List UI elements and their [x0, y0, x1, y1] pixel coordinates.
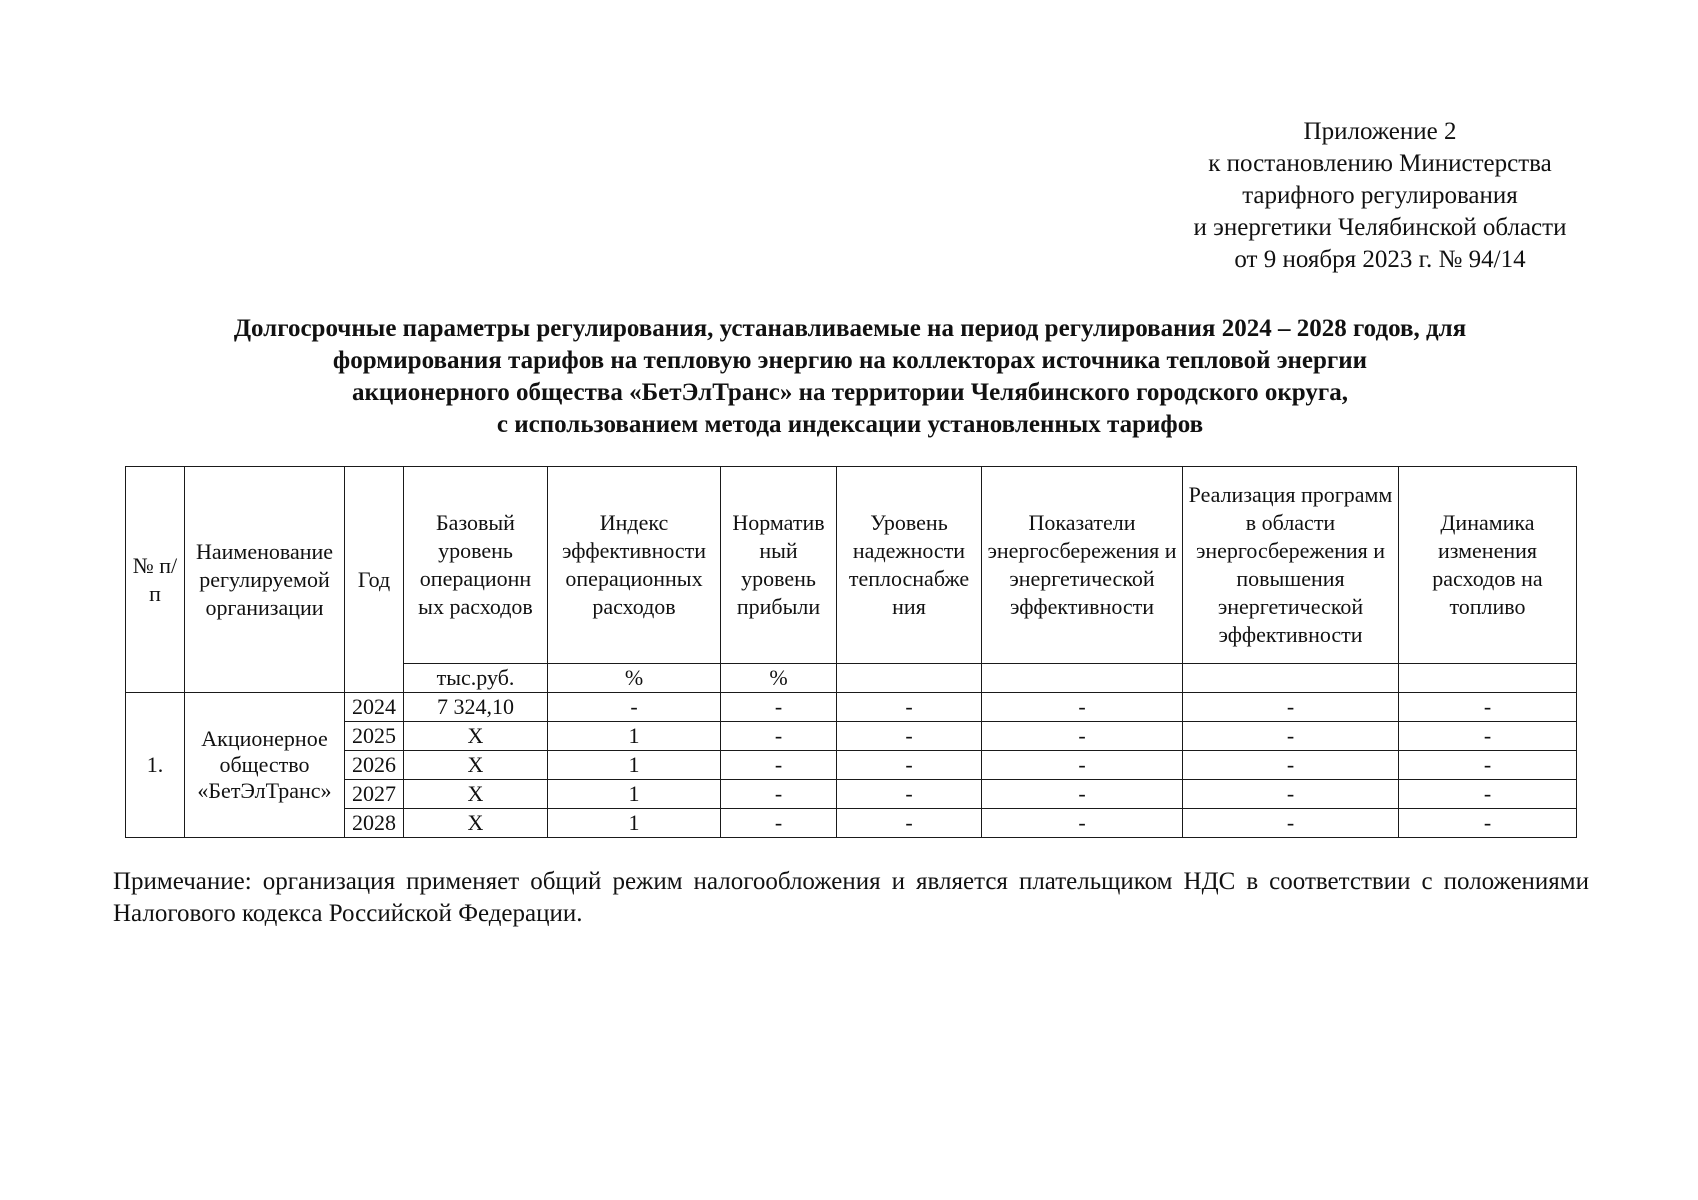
cell-programs: -: [1183, 693, 1399, 722]
cell-base: 7 324,10: [404, 693, 548, 722]
cell-year: 2027: [345, 780, 404, 809]
cell-profit: -: [721, 780, 837, 809]
cell-reliability: -: [837, 722, 982, 751]
title-line: с использованием метода индексации установленных тарифов: [496, 411, 1204, 438]
cell-year: 2025: [345, 722, 404, 751]
cell-index: 1: [548, 780, 721, 809]
unit-programs: [1183, 664, 1399, 693]
header-reliability: Уровень надежности теплоснабже ния: [837, 467, 982, 664]
title-line: акционерного общества «БетЭлТранс» на территории Челябинского городского округа,: [352, 379, 1348, 406]
appendix-block: [1140, 116, 1620, 276]
org-name: Акционерное общество «БетЭлТранс»: [185, 693, 345, 838]
cell-index: 1: [548, 722, 721, 751]
unit-profit: %: [721, 664, 837, 693]
unit-fuel: [1399, 664, 1577, 693]
table-row: [126, 693, 1577, 722]
cell-programs: -: [1183, 809, 1399, 838]
cell-year: 2024: [345, 693, 404, 722]
header-index: Индекс эффективности операционных расходов: [548, 467, 721, 664]
title-line: Долгосрочные параметры регулирования, устанавливаемые на период регулирования 2024 – 2028 годов, для: [233, 315, 1467, 342]
header-org: Наименование регулируемой организации: [185, 467, 345, 693]
cell-energy-indicators: -: [982, 693, 1183, 722]
cell-profit: -: [721, 722, 837, 751]
cell-profit: -: [721, 693, 837, 722]
cell-index: 1: [548, 751, 721, 780]
cell-base: Х: [404, 751, 548, 780]
cell-programs: -: [1183, 722, 1399, 751]
header-base: Базовый уровень операционн ых расходов: [404, 467, 548, 664]
cell-reliability: -: [837, 751, 982, 780]
cell-index: 1: [548, 809, 721, 838]
header-programs: Реализация программ в области энергосбережения и повышения энергетической эффективности: [1183, 467, 1399, 664]
cell-year: 2028: [345, 809, 404, 838]
cell-base: Х: [404, 809, 548, 838]
header-num: № п/п: [126, 467, 185, 693]
cell-energy-indicators: -: [982, 809, 1183, 838]
title-line: формирования тарифов на тепловую энергию на коллекторах источника тепловой энергии: [332, 347, 1368, 374]
appendix-line: от 9 ноября 2023 г. № 94/14: [1234, 246, 1526, 273]
cell-fuel: -: [1399, 780, 1577, 809]
cell-energy-indicators: -: [982, 751, 1183, 780]
header-fuel: Динамика изменения расходов на топливо: [1399, 467, 1577, 664]
unit-energy-indicators: [982, 664, 1183, 693]
cell-fuel: -: [1399, 722, 1577, 751]
cell-programs: -: [1183, 751, 1399, 780]
cell-fuel: -: [1399, 751, 1577, 780]
cell-profit: -: [721, 809, 837, 838]
cell-reliability: -: [837, 780, 982, 809]
header-profit: Норматив ный уровень прибыли: [721, 467, 837, 664]
parameters-table: [125, 466, 1577, 838]
appendix-line: Приложение 2: [1303, 118, 1457, 145]
unit-index: %: [548, 664, 721, 693]
cell-fuel: -: [1399, 809, 1577, 838]
appendix-line: и энергетики Челябинской области: [1193, 214, 1567, 241]
note-paragraph: Примечание: организация применяет общий режим налогообложения и является плательщиком НДС в соответствии с положениями Налогового кодекса Российской Федерации.: [113, 868, 1589, 927]
cell-reliability: -: [837, 693, 982, 722]
cell-index: -: [548, 693, 721, 722]
document-title: [100, 313, 1600, 441]
cell-energy-indicators: -: [982, 722, 1183, 751]
cell-energy-indicators: -: [982, 780, 1183, 809]
header-row: [126, 467, 1577, 664]
cell-programs: -: [1183, 780, 1399, 809]
cell-reliability: -: [837, 809, 982, 838]
cell-profit: -: [721, 751, 837, 780]
cell-year: 2026: [345, 751, 404, 780]
unit-base: тыс.руб.: [404, 664, 548, 693]
appendix-line: к постановлению Министерства: [1208, 150, 1552, 177]
header-energy-indicators: Показатели энергосбережения и энергетической эффективности: [982, 467, 1183, 664]
header-year: Год: [345, 467, 404, 693]
cell-fuel: -: [1399, 693, 1577, 722]
unit-reliability: [837, 664, 982, 693]
org-number: 1.: [126, 693, 185, 838]
cell-base: Х: [404, 722, 548, 751]
cell-base: Х: [404, 780, 548, 809]
appendix-line: тарифного регулирования: [1242, 182, 1518, 209]
